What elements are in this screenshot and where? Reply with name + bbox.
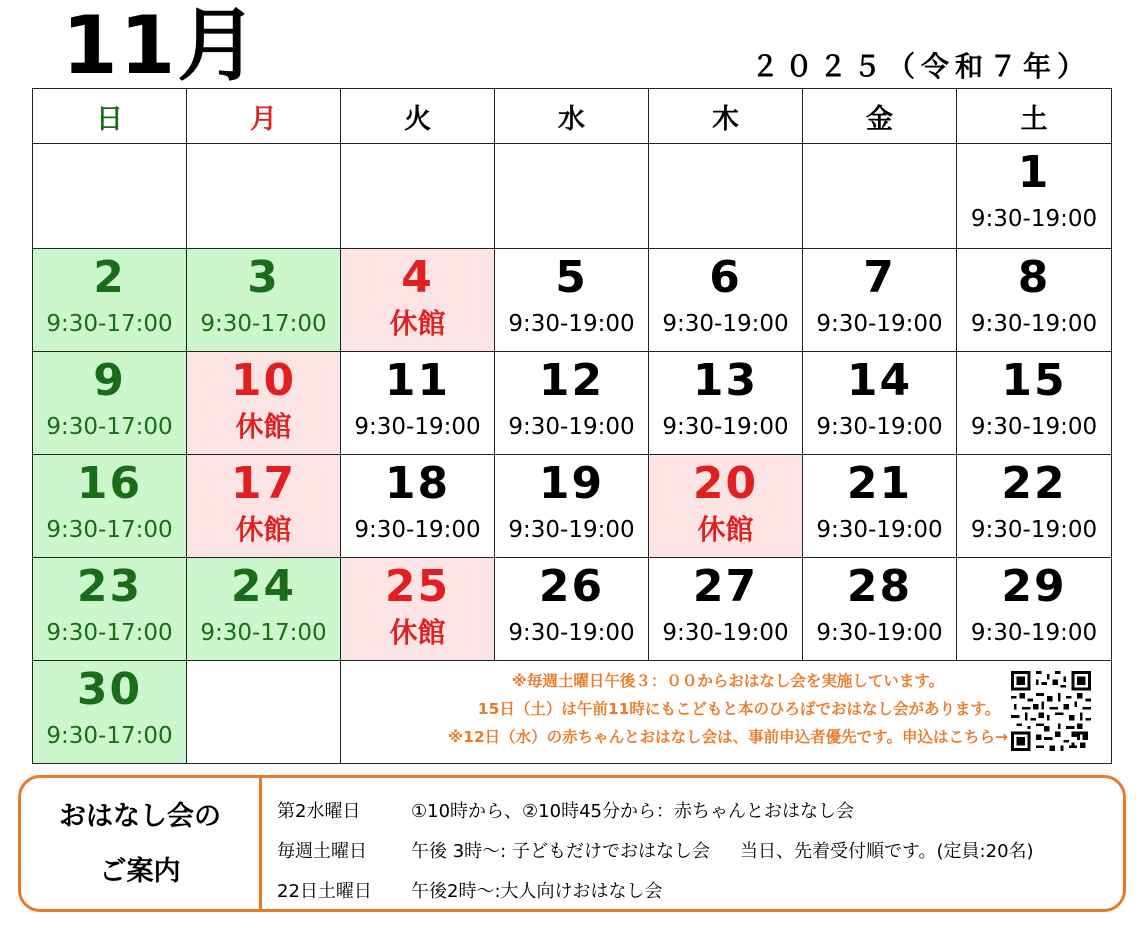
weekday-monday: 月: [187, 89, 341, 144]
opening-hours: 9:30-17:00: [46, 311, 173, 337]
day-number: 5: [555, 252, 588, 303]
day-number: 16: [76, 458, 143, 509]
info-row-detail: 午後2時～:大人向けおはなし会: [411, 881, 663, 902]
day-cell-sunday: [33, 455, 187, 558]
day-number: 9: [93, 355, 126, 406]
day-cell: [495, 558, 649, 661]
closed-label: 休館: [235, 410, 292, 443]
info-schedule: [277, 792, 1034, 912]
opening-hours: 9:30-19:00: [508, 311, 635, 337]
day-number: 13: [692, 355, 759, 406]
opening-hours: 9:30-19:00: [970, 414, 1098, 440]
note-line: 15日（土）は午前11時にもこどもと本のひろばでおはなし会があります。: [477, 700, 1001, 718]
weekday-wednesday: 水: [495, 89, 649, 144]
info-title-line: ご案内: [99, 855, 181, 887]
info-row-extra: 当日、先着受付順です。(定員:20名): [739, 841, 1034, 862]
day-cell-sunday: [33, 558, 187, 661]
opening-hours: 9:30-19:00: [354, 414, 481, 440]
day-cell-closed: [187, 352, 341, 455]
info-row-detail: ①10時から、②10時45分から：赤ちゃんとおはなし会: [411, 801, 854, 822]
info-row: [277, 832, 1034, 872]
day-cell-empty: [495, 144, 649, 249]
opening-hours: 9:30-19:00: [662, 620, 789, 646]
day-cell-closed: [341, 558, 495, 661]
day-cell-holiday: [187, 558, 341, 661]
day-cell: [803, 249, 957, 352]
qr-code-icon[interactable]: [1011, 671, 1091, 751]
day-cell-closed: [341, 249, 495, 352]
day-cell: [495, 455, 649, 558]
day-number: 19: [538, 458, 605, 509]
day-cell-empty: [341, 144, 495, 249]
info-title: [21, 778, 262, 909]
opening-hours: 9:30-19:00: [816, 517, 943, 543]
info-row: [277, 872, 1034, 912]
week-row: [33, 144, 1112, 249]
day-number: 28: [846, 561, 913, 612]
day-cell: [803, 352, 957, 455]
day-number: 24: [230, 561, 297, 612]
weekday-saturday: 土: [957, 89, 1112, 144]
opening-hours: 9:30-17:00: [200, 311, 327, 337]
week-row: [33, 558, 1112, 661]
weekday-header-row: [33, 89, 1112, 144]
notes: [341, 661, 1111, 751]
day-number: 3: [247, 252, 280, 303]
day-cell: [803, 558, 957, 661]
day-cell: [341, 455, 495, 558]
info-row-day: 22日土曜日: [277, 881, 372, 902]
day-cell: [495, 249, 649, 352]
opening-hours: 9:30-19:00: [970, 517, 1098, 543]
closed-label: 休館: [389, 307, 446, 340]
opening-hours: 9:30-19:00: [662, 311, 789, 337]
day-cell-sunday: [33, 661, 187, 764]
day-cell: [495, 352, 649, 455]
day-cell-sunday: [33, 249, 187, 352]
day-number: 30: [76, 664, 143, 715]
day-cell-closed: [649, 455, 803, 558]
day-cell-closed: [187, 455, 341, 558]
year-label: ２０２５（令和７年）: [750, 50, 1091, 83]
day-number: 10: [230, 355, 297, 406]
info-row-detail: 午後 3時～: 子どもだけでおはなし会: [411, 841, 710, 862]
closed-label: 休館: [235, 513, 292, 546]
day-cell: [341, 352, 495, 455]
day-cell: [957, 558, 1112, 661]
day-cell-empty: [33, 144, 187, 249]
opening-hours: 9:30-19:00: [816, 311, 943, 337]
day-cell-sunday: [33, 352, 187, 455]
weekday-tuesday: 火: [341, 89, 495, 144]
day-cell: [957, 455, 1112, 558]
opening-hours: 9:30-19:00: [970, 206, 1098, 232]
month-title: 11月: [62, 0, 260, 92]
day-number: 7: [863, 252, 896, 303]
day-number: 25: [384, 561, 451, 612]
day-number: 12: [538, 355, 605, 406]
note-line: ※12日（水）の赤ちゃんとおはなし会は、事前申込者優先です。申込はこちら→: [448, 728, 1008, 746]
day-number: 11: [384, 355, 451, 406]
day-cell: [649, 558, 803, 661]
day-cell: [957, 144, 1112, 249]
day-cell: [957, 249, 1112, 352]
opening-hours: 9:30-19:00: [662, 414, 789, 440]
weekday-sunday: 日: [33, 89, 187, 144]
day-number: 18: [384, 458, 451, 509]
day-number: 4: [401, 252, 434, 303]
day-cell-empty: [803, 144, 957, 249]
opening-hours: 9:30-17:00: [46, 723, 173, 749]
storytime-info-box: [18, 775, 1126, 912]
week-row: [33, 352, 1112, 455]
day-cell-empty: [649, 144, 803, 249]
day-number: 29: [1001, 561, 1067, 612]
note-line: ※毎週土曜日午後３：００からおはなし会を実施しています。: [511, 672, 945, 690]
opening-hours: 9:30-19:00: [970, 311, 1098, 337]
opening-hours: 9:30-19:00: [970, 620, 1098, 646]
day-number: 27: [692, 561, 759, 612]
info-row-day: 第2水曜日: [277, 801, 361, 822]
notes-cell: [341, 661, 1112, 764]
week-row: [33, 455, 1112, 558]
day-number: 2: [93, 252, 126, 303]
opening-hours: 9:30-17:00: [46, 517, 173, 543]
weekday-thursday: 木: [649, 89, 803, 144]
day-number: 21: [846, 458, 913, 509]
opening-hours: 9:30-17:00: [46, 414, 173, 440]
day-number: 20: [692, 458, 759, 509]
info-row-day: 毎週土曜日: [277, 841, 367, 862]
day-number: 8: [1017, 252, 1051, 303]
week-row: [33, 249, 1112, 352]
day-number: 14: [846, 355, 913, 406]
day-cell: [649, 352, 803, 455]
day-number: 23: [76, 561, 143, 612]
info-title-line: おはなし会の: [59, 800, 221, 832]
day-number: 26: [538, 561, 605, 612]
opening-hours: 9:30-19:00: [816, 620, 943, 646]
opening-hours: 9:30-19:00: [508, 620, 635, 646]
day-cell: [957, 352, 1112, 455]
day-cell-holiday: [187, 249, 341, 352]
opening-hours: 9:30-17:00: [46, 620, 173, 646]
opening-hours: 9:30-19:00: [816, 414, 943, 440]
calendar-table: [32, 88, 1112, 764]
day-number: 1: [1017, 147, 1051, 198]
opening-hours: 9:30-19:00: [508, 517, 635, 543]
day-cell-empty: [187, 661, 341, 764]
closed-label: 休館: [697, 513, 754, 546]
opening-hours: 9:30-17:00: [200, 620, 327, 646]
weekday-friday: 金: [803, 89, 957, 144]
opening-hours: 9:30-19:00: [354, 517, 481, 543]
day-cell: [803, 455, 957, 558]
opening-hours: 9:30-19:00: [508, 414, 635, 440]
day-number: 6: [709, 252, 742, 303]
day-cell-empty: [187, 144, 341, 249]
day-number: 17: [230, 458, 297, 509]
day-number: 22: [1001, 458, 1067, 509]
day-number: 15: [1001, 355, 1067, 406]
closed-label: 休館: [389, 616, 446, 649]
day-cell: [649, 249, 803, 352]
week-row: [33, 661, 1112, 764]
info-row: [277, 792, 1034, 832]
